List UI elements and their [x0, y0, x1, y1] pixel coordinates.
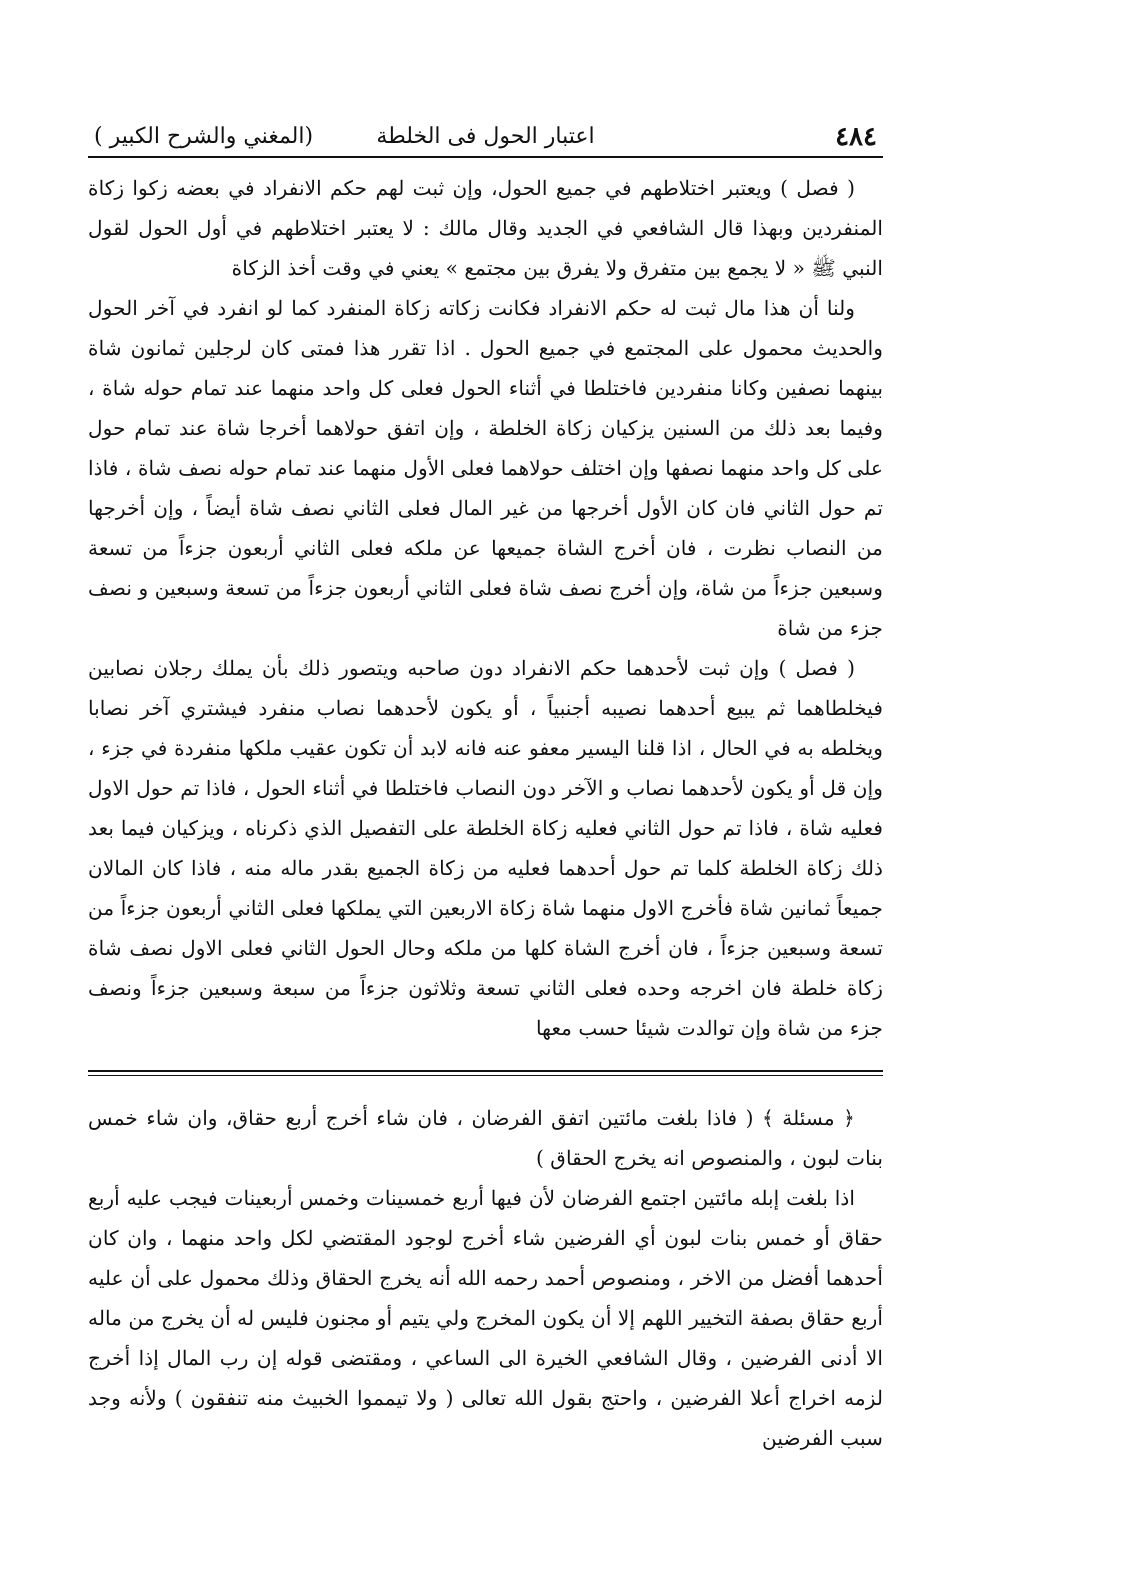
page-header — [88, 118, 883, 158]
page-number: ٤٨٤ — [835, 122, 877, 152]
book-title: (المغني والشرح الكبير ) — [94, 124, 314, 149]
paragraph: ( فصل ) ويعتبر اختلاطهم في جميع الحول، وإن ثبت لهم حكم الانفراد في بعضه زكوا زكاة المنفردين وبهذا قال الشافعي في الجديد وقال مالك : لا يعتبر اختلاطهم في أول الحول لقول النبي ﷺ « لا يجمع بين متفرق ولا يفرق بين مجتمع » يعني في وقت أخذ الزكاة — [88, 176, 883, 280]
commentary-text — [88, 1098, 883, 1458]
paragraph: اذا بلغت إبله مائتين اجتمع الفرضان لأن فيها أربع خمسينات وخمس أربعينات فيجب عليه أربع حقاق أو خمس بنات لبون أي الفرضين شاء أخرج لوجود المقتضي لكل واحد منهما ، وان كان أحدهما أفضل من الاخر ، ومنصوص أحمد رحمه الله أنه يخرج الحقاق وذلك محمول على أن عليه أربع حقاق بصفة التخيير اللهم إلا أن يكون المخرج ولي يتيم أو مجنون فليس له أن يخرج من ماله الا أدنى الفرضين ، وقال الشافعي الخيرة الى الساعي ، ومقتضى قوله إن رب المال إذا أخرج لزمه اخراج أعلا الفرضين ، واحتج بقول الله تعالى ( ولا تيمموا الخبيث منه تنفقون ) ولأنه وجد سبب الفرضين — [88, 1186, 883, 1450]
main-text — [88, 168, 883, 1048]
running-title: اعتبار الحول فى الخلطة — [376, 124, 595, 149]
section-divider — [88, 1070, 883, 1076]
paragraph: ( فصل ) وإن ثبت لأحدهما حكم الانفراد دون صاحبه ويتصور ذلك بأن يملك رجلان نصابين فيخلطاهما ثم يبيع أحدهما نصيبه أجنبياً ، أو يكون لأحدهما نصاب منفرد فيشتري آخر نصابا ويخلطه به في الحال ، اذا قلنا اليسير معفو عنه فانه لابد أن تكون عقيب ملكها منفردة في جزء ، وإن قل أو يكون لأحدهما نصاب و الآخر دون النصاب فاختلطا في أثناء الحول ، فاذا تم حول الاول فعليه شاة ، فاذا تم حول الثاني فعليه زكاة الخلطة على التفصيل الذي ذكرناه ، ويزكيان فيما بعد ذلك زكاة الخلطة كلما تم حول أحدهما فعليه من زكاة الجميع بقدر ماله منه ، فاذا كان المالان جميعاً ثمانين شاة فأخرج الاول منهما شاة زكاة الاربعين التي يملكها فعلى الثاني أربعون جزءاً من تسعة وسبعين جزءاً ، فان أخرج الشاة كلها من ملكه وحال الحول الثاني فعلى الاول نصف شاة زكاة خلطة فان اخرجه وحده فعلى الثاني تسعة وثلاثون جزءاً من سبعة وسبعين جزءاً ونصف جزء من شاة وإن توالدت شيئا حسب معها — [88, 656, 883, 1040]
document-page — [88, 118, 883, 1538]
paragraph: ولنا أن هذا مال ثبت له حكم الانفراد فكانت زكاته زكاة المنفرد كما لو انفرد في آخر الحول والحديث محمول على المجتمع في جميع الحول . اذا تقرر هذا فمتى كان لرجلين ثمانون شاة بينهما نصفين وكانا منفردين فاختلطا في أثناء الحول فعلى كل واحد منهما عند تمام حوله شاة ، وفيما بعد ذلك من السنين يزكيان زكاة الخلطة ، وإن اتفق حولاهما أخرجا شاة عند تمام حول على كل واحد منهما نصفها وإن اختلف حولاهما فعلى الأول منهما عند تمام حوله نصف شاة ، فاذا تم حول الثاني فان كان الأول أخرجها من غير المال فعلى الثاني نصف شاة أيضاً ، وإن أخرجها من النصاب نظرت ، فان أخرج الشاة جميعها عن ملكه فعلى الثاني أربعون جزءاً من تسعة وسبعين جزءاً من شاة، وإن أخرج نصف شاة فعلى الثاني أربعون جزءاً من تسعة وسبعين و نصف جزء من شاة — [88, 296, 884, 640]
paragraph: ﴿ مسئلة ﴾ ( فاذا بلغت مائتين اتفق الفرضان ، فان شاء أخرج أربع حقاق، وان شاء خمس بنات لبون ، والمنصوص انه يخرج الحقاق ) — [88, 1106, 883, 1170]
